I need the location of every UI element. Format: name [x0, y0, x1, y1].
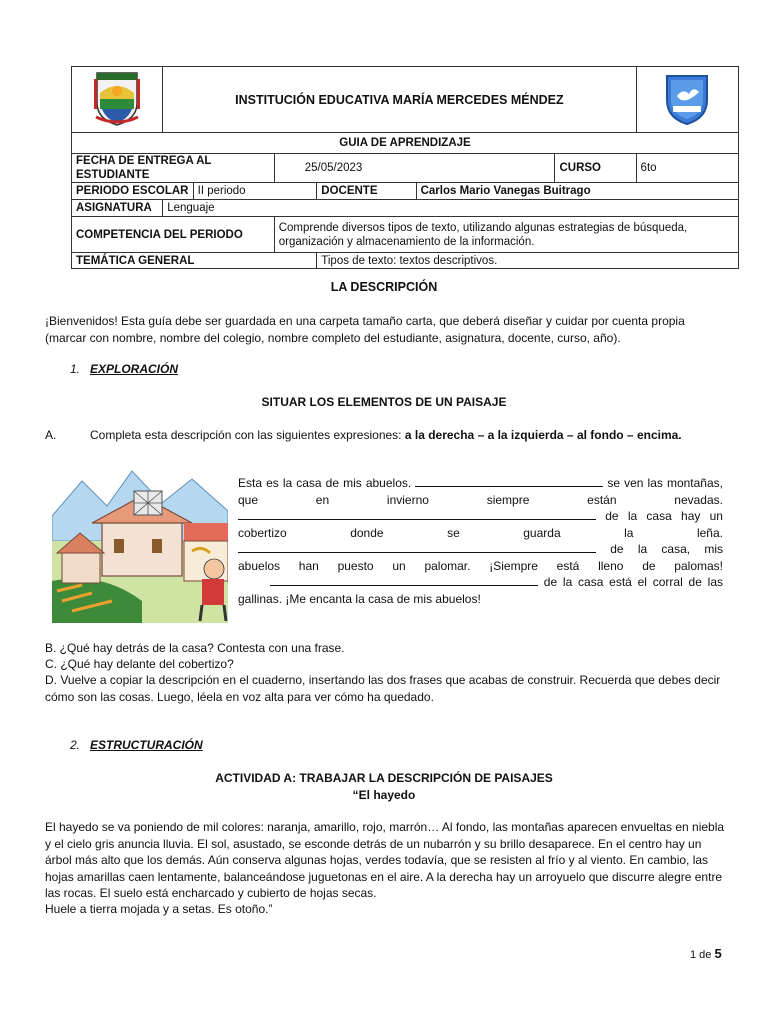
left-logo-cell	[72, 67, 163, 133]
section1-number: 1.	[70, 362, 81, 376]
subject-label: ASIGNATURA	[72, 200, 163, 217]
teacher-label: DOCENTE	[317, 183, 416, 200]
competence-label: COMPETENCIA DEL PERIODO	[72, 217, 275, 253]
desc-sentence-2: se ven las montañas, que en invierno siempre están nevadas.	[238, 476, 723, 507]
itemA-instruction	[90, 428, 740, 442]
teacher-value: Carlos Mario Vanegas Buitrago	[416, 183, 738, 200]
hayedo-paragraph: El hayedo se va poniendo de mil colores: naranja, amarillo, rojo, marrón… Al fondo, las montañas aparecen envueltas en niebla y el cielo gris anuncia lluvia. El sol, asustado, se esconde detrás de un nubarrón y su brillo desaparece. En el centro hay un árbol más alto que los demás. Aún conserva algunas hojas, verdes todavía, que se resisten al frío y al viento. En cambio, las hojas amarillas caen lentamente, balanceándose juguetonas en el aire. A la derecha hay un arroyuelo que discurre alegre entre las rocas. El suelo está encharcado y cubierto de hojas secas.	[45, 820, 725, 900]
desc-sentence-3: de la casa hay un cobertizo donde se guarda la leña.	[238, 509, 723, 540]
delivery-date: 25/05/2023	[274, 154, 555, 183]
activity-subtitle: “El hayedo	[352, 788, 416, 802]
section2-title: ESTRUCTURACIÓN	[90, 738, 203, 752]
header-table	[71, 66, 739, 269]
school-crest-logo	[94, 69, 140, 127]
page-prefix: 1 de	[690, 949, 712, 961]
competence-value: Comprende diversos tipos de texto, utilizando algunas estrategias de búsqueda, organización y almacenamiento de la información.	[274, 217, 738, 253]
itemA-text: Completa esta descripción con las siguientes expresiones:	[90, 428, 402, 442]
desc-sentence-4: de la casa, mis abuelos han puesto un palomar. ¡Siempre está lleno de palomas!	[238, 542, 723, 573]
activity-title: ACTIVIDAD A: TRABAJAR LA DESCRIPCIÓN DE PAISAJES	[215, 771, 553, 785]
right-logo-cell	[636, 67, 738, 133]
institution-name: INSTITUCIÓN EDUCATIVA MARÍA MERCEDES MÉNDEZ	[163, 67, 636, 133]
desc-sentence-1: Esta es la casa de mis abuelos.	[238, 476, 412, 490]
subject-value: Lenguaje	[163, 200, 739, 217]
itemC: C. ¿Qué hay delante del cobertizo?	[45, 657, 234, 671]
page-total: 5	[714, 946, 722, 961]
desc-sentence-5: de la casa está el corral de las gallinas. ¡Me encanta la casa de mis abuelos!	[238, 575, 723, 606]
document-title: LA DESCRIPCIÓN	[330, 280, 438, 294]
guide-title: GUIA DE APRENDIZAJE	[72, 133, 739, 154]
school-shield-logo	[663, 70, 711, 126]
hayedo-ending: Huele a tierra mojada y a setas. Es otoño.”	[45, 902, 273, 916]
period-label: PERIODO ESCOLAR	[72, 183, 194, 200]
course-value: 6to	[636, 154, 738, 183]
blank-2[interactable]	[238, 508, 596, 520]
delivery-label: FECHA DE ENTREGA AL ESTUDIANTE	[72, 154, 275, 183]
itemA-letter: A.	[45, 428, 57, 442]
fill-in-description	[238, 475, 723, 607]
welcome-paragraph: ¡Bienvenidos! Esta guía debe ser guardada en una carpeta tamaño carta, que deberá diseñar y cuidar por cuenta propia (marcar con nombre, nombre del colegio, nombre completo del estudiante, asignatura, docente, curso, año).	[45, 314, 685, 345]
blank-1[interactable]	[415, 475, 603, 487]
period-value: II periodo	[193, 183, 317, 200]
theme-value: Tipos de texto: textos descriptivos.	[317, 253, 739, 269]
section1-title: EXPLORACIÓN	[90, 362, 179, 376]
blank-3[interactable]	[238, 541, 596, 553]
itemD: D. Vuelve a copiar la descripción en el cuaderno, insertando las dos frases que acabas de construir. Recuerda que debes decir cómo son las cosas. Luego, léela en voz alta para ver cómo ha quedado.	[45, 673, 721, 704]
theme-label: TEMÁTICA GENERAL	[72, 253, 317, 269]
itemB: B. ¿Qué hay detrás de la casa? Contesta con una frase.	[45, 641, 345, 655]
section2-number: 2.	[70, 738, 81, 752]
itemA-expressions: a la derecha – a la izquierda – al fondo – encima.	[404, 428, 682, 442]
page-number	[690, 946, 722, 961]
section1-subtitle: SITUAR LOS ELEMENTOS DE UN PAISAJE	[261, 395, 507, 409]
grandparents-house-illustration	[52, 461, 228, 623]
blank-4[interactable]	[270, 574, 538, 586]
course-label: CURSO	[555, 154, 636, 183]
